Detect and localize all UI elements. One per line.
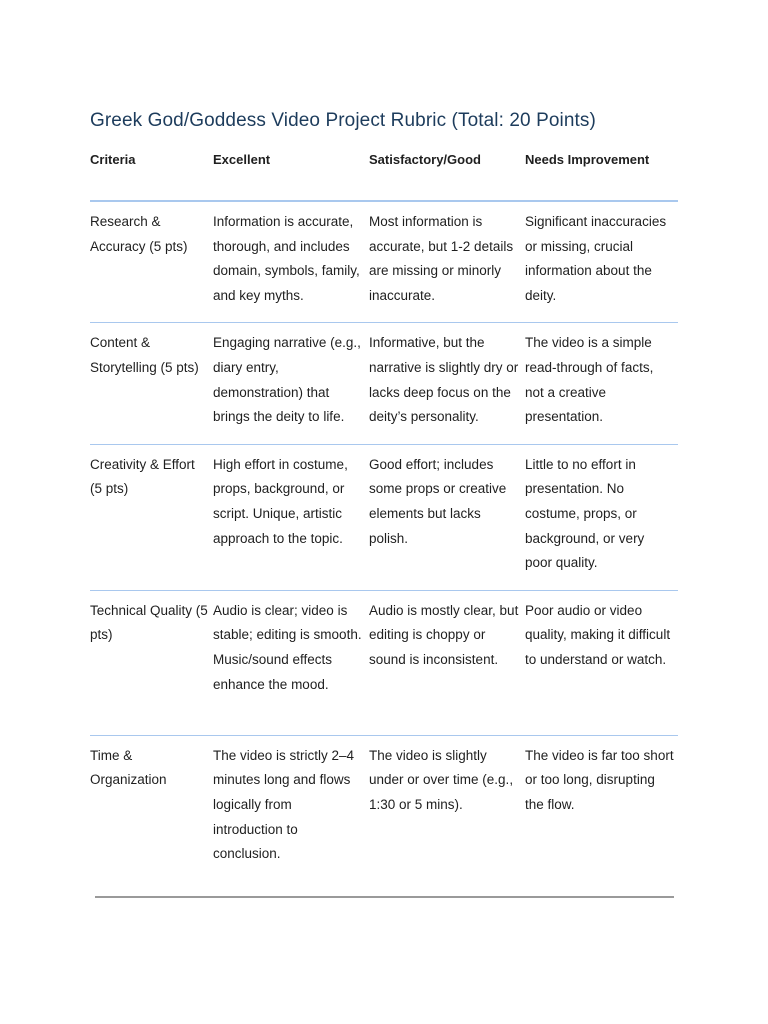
header-excellent: Excellent (213, 150, 369, 201)
table-row (90, 323, 678, 444)
table-header-row (90, 150, 678, 201)
needs-improvement-cell: Little to no effort in presentation. No costume, props, or background, or very poor quality. (525, 444, 678, 590)
header-needs-improvement: Needs Improvement (525, 150, 678, 201)
table-row (90, 201, 678, 323)
criteria-cell: Content & Storytelling (5 pts) (90, 323, 213, 444)
criteria-cell: Research & Accuracy (5 pts) (90, 201, 213, 323)
header-criteria: Criteria (90, 150, 213, 201)
satisfactory-cell: Most information is accurate, but 1-2 details are missing or minorly inaccurate. (369, 201, 525, 323)
satisfactory-cell: Good effort; includes some props or creative elements but lacks polish. (369, 444, 525, 590)
criteria-cell: Technical Quality (5 pts) (90, 590, 213, 735)
satisfactory-cell: Informative, but the narrative is slightly dry or lacks deep focus on the deity’s personality. (369, 323, 525, 444)
criteria-cell: Creativity & Effort (5 pts) (90, 444, 213, 590)
table-row (90, 590, 678, 735)
needs-improvement-cell: The video is a simple read-through of facts, not a creative presentation. (525, 323, 678, 444)
satisfactory-cell: Audio is mostly clear, but editing is choppy or sound is inconsistent. (369, 590, 525, 735)
needs-improvement-cell: The video is far too short or too long, disrupting the flow. (525, 747, 674, 812)
excellent-cell: High effort in costume, props, background, or script. Unique, artistic approach to the topic. (213, 444, 369, 590)
excellent-cell: Information is accurate, thorough, and includes domain, symbols, family, and key myths. (213, 201, 369, 323)
excellent-cell: The video is strictly 2–4 minutes long and flows logically from introduction to conclusion. (213, 747, 355, 862)
needs-improvement-cell: Poor audio or video quality, making it difficult to understand or watch. (525, 590, 678, 735)
footer-divider (95, 896, 674, 898)
satisfactory-cell: The video is slightly under or over time (e.g., 1:30 or 5 mins). (369, 747, 514, 812)
criteria-cell: Time & Organization (90, 747, 167, 788)
page-title: Greek God/Goddess Video Project Rubric (Total: 20 Points) (90, 110, 596, 131)
table-row (90, 444, 678, 590)
excellent-cell: Audio is clear; video is stable; editing is smooth. Music/sound effects enhance the mood. (213, 590, 369, 735)
table-row (90, 735, 678, 880)
rubric-table (90, 150, 678, 881)
header-satisfactory: Satisfactory/Good (369, 150, 525, 201)
needs-improvement-cell: Significant inaccuracies or missing, crucial information about the deity. (525, 201, 678, 323)
excellent-cell: Engaging narrative (e.g., diary entry, demonstration) that brings the deity to life. (213, 323, 369, 444)
